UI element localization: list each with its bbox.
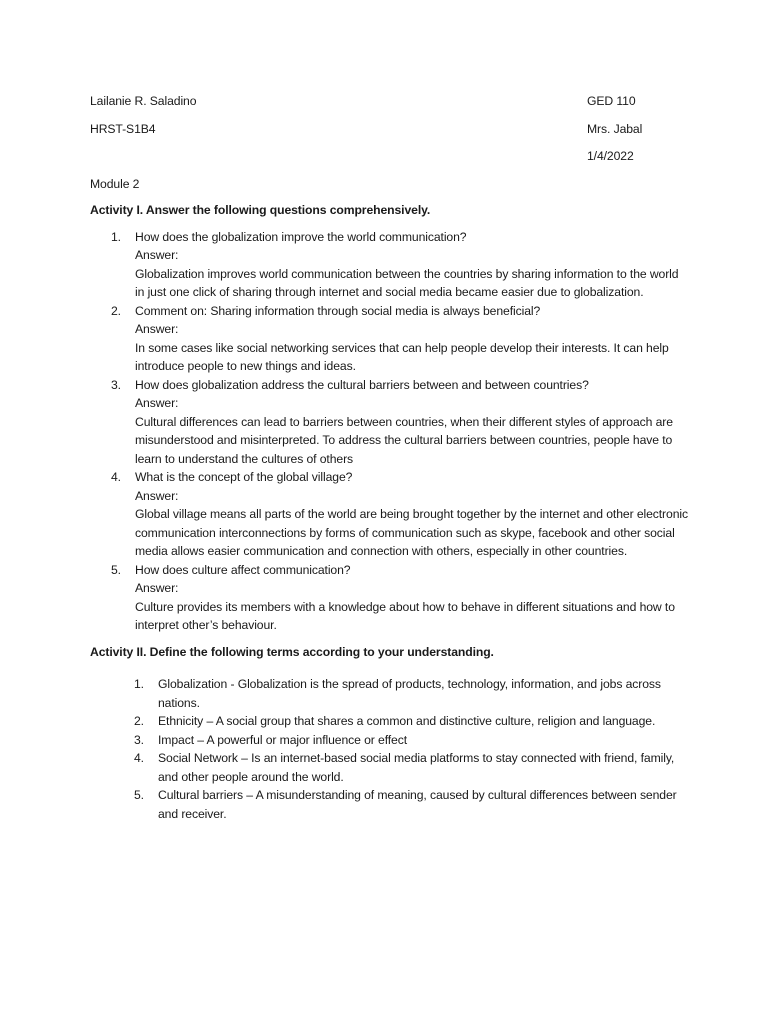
item-number: 5. xyxy=(111,562,121,577)
list-item xyxy=(90,675,678,712)
question-text: How does the globalization improve the world communication? xyxy=(135,229,467,244)
list-item xyxy=(90,376,690,469)
answer-label: Answer: xyxy=(135,396,179,410)
list-item xyxy=(90,749,678,786)
answer-text: Cultural differences can lead to barriers between countries, when their different styles of approach are misunderstood and misinterpreted. To address the cultural barriers between countries, people have to learn to understand the cultures of others xyxy=(135,414,673,466)
activity-1-heading: Activity I. Answer the following questions comprehensively. xyxy=(90,203,431,217)
answer-text: Culture provides its members with a knowledge about how to behave in different situations and how to interpret other’s behaviour. xyxy=(135,599,675,632)
answer-label: Answer: xyxy=(135,581,179,595)
student-name: Lailanie R. Saladino xyxy=(90,94,197,108)
list-item xyxy=(90,731,678,750)
item-number: 2. xyxy=(134,714,144,728)
definition-text: Cultural barriers – A misunderstanding of meaning, caused by cultural differences between sender and receiver. xyxy=(158,788,677,821)
question-text: How does globalization address the cultural barriers between and between countries? xyxy=(135,377,589,392)
course-code: GED 110 xyxy=(587,94,636,108)
header-row-3 xyxy=(90,147,690,166)
answer-label: Answer: xyxy=(135,322,179,336)
item-number: 5. xyxy=(134,788,144,802)
list-item xyxy=(90,228,690,302)
question-text: Comment on: Sharing information through social media is always beneficial? xyxy=(135,303,541,318)
definition-text: Social Network – Is an internet-based social media platforms to stay connected with friend, family, and other people around the world. xyxy=(158,751,675,784)
activity-2-list xyxy=(90,675,690,823)
item-number: 1. xyxy=(134,677,144,691)
definition-text: Ethnicity – A social group that shares a common and distinctive culture, religion and language. xyxy=(158,714,656,728)
list-item xyxy=(90,712,678,731)
answer-text: In some cases like social networking services that can help people develop their interests. It can help introduce people to new things and ideas. xyxy=(135,340,669,373)
list-item xyxy=(90,302,690,376)
item-number: 1. xyxy=(111,229,121,244)
header-row-2 xyxy=(90,120,690,139)
answer-text: Global village means all parts of the world are being brought together by the internet and other electronic communication interconnections by forms of communication such as skype, facebook and other social media allows easier communication and connection with others, especially in other countries. xyxy=(135,507,688,558)
header-row-1 xyxy=(90,92,690,111)
answer-label: Answer: xyxy=(135,488,179,503)
list-item xyxy=(90,561,690,635)
item-number: 4. xyxy=(134,751,144,765)
list-item xyxy=(90,468,690,561)
list-item xyxy=(90,786,678,823)
document-date: 1/4/2022 xyxy=(587,149,634,163)
item-number: 3. xyxy=(134,732,144,747)
question-text: What is the concept of the global village? xyxy=(135,470,353,484)
document-body xyxy=(90,92,690,823)
definition-text: Impact – A powerful or major influence or effect xyxy=(158,732,408,747)
answer-text: Globalization improves world communication between the countries by sharing information to the world in just one click of sharing through internet and social media became easier due to globalization. xyxy=(135,266,679,299)
module-title: Module 2 xyxy=(90,176,140,191)
answer-label: Answer: xyxy=(135,248,179,262)
activity-2-heading: Activity II. Define the following terms according to your understanding. xyxy=(90,644,494,659)
item-number: 4. xyxy=(111,470,121,484)
teacher-name: Mrs. Jabal xyxy=(587,121,643,136)
activity-1-list xyxy=(90,228,690,635)
section-code: HRST-S1B4 xyxy=(90,121,156,136)
item-number: 2. xyxy=(111,303,121,318)
item-number: 3. xyxy=(111,377,121,392)
question-text: How does culture affect communication? xyxy=(135,562,351,577)
definition-text: Globalization - Globalization is the spread of products, technology, information, and jobs across nations. xyxy=(158,677,661,710)
